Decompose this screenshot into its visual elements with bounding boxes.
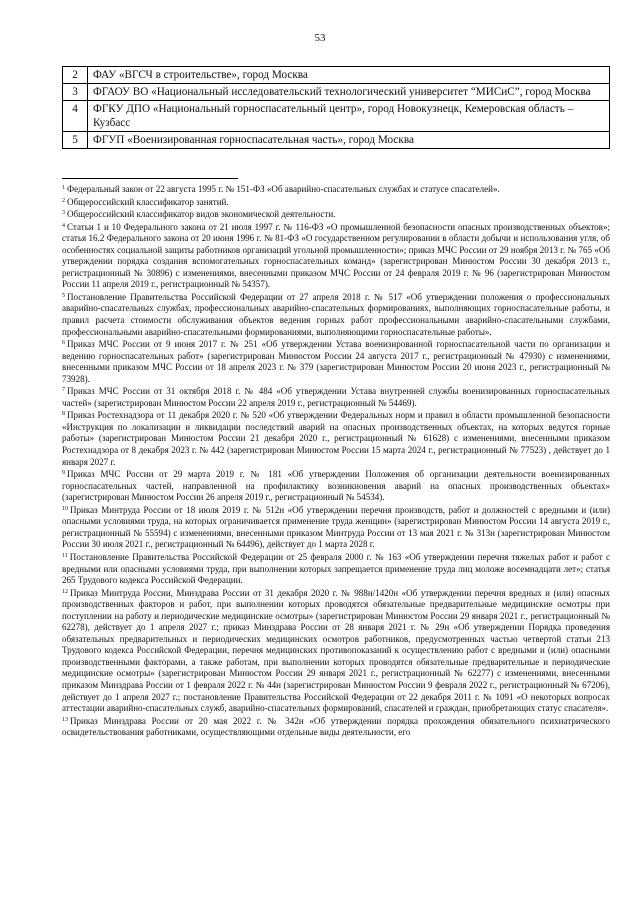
organization-name: ФГУП «Военизированная горноспасательная часть», город Москва xyxy=(88,132,610,149)
footnote-text: Общероссийский классификатор видов экономической деятельности. xyxy=(67,209,336,220)
footnote-separator xyxy=(62,178,238,179)
footnote-number: 9 xyxy=(62,470,65,477)
row-number: 2 xyxy=(63,67,88,84)
footnote-text: Постановление Правительства Российской Федерации от 25 февраля 2000 г. № 163 «Об утверждении перечня тяжелых работ и работ с вредными или опасными условиями труда, при выполнении которых запрещается применение труда лиц моложе восемнадцати лет»; статья 265 Трудового кодекса Российской Федерации. xyxy=(62,551,610,586)
table-row xyxy=(63,101,610,132)
footnote-number: 2 xyxy=(62,197,65,204)
row-number: 3 xyxy=(63,84,88,101)
footnote-text: Приказ МЧС России от 9 июня 2017 г. № 251 «Об утверждении Устава военизированной горноспасательной части по организации и ведению горноспасательных работ» (зарегистрирован Минюстом России 24 августа 2017 г., регистрационный № 47930) с изменениями, внесенными приказом МЧС России от 18 апреля 2023 г. № 379 (зарегистрирован Минюстом России 20 июня 2023 г., регистрационный № 73928). xyxy=(62,339,610,384)
footnote xyxy=(62,587,610,715)
footnote-number: 13 xyxy=(62,716,68,723)
footnote-number: 6 xyxy=(62,340,65,347)
organization-name: ФГКУ ДПО «Национальный горноспасательный центр», город Новокузнецк, Кемеровская область – Кузбасс xyxy=(88,101,610,132)
footnote-text: Приказ Минздрава России от 20 мая 2022 г. № 342н «Об утверждении порядка прохождения обязательного психиатрического освидетельствования работниками, осуществляющими отдельные виды деятельности, его xyxy=(62,715,610,738)
table-row xyxy=(63,67,610,84)
footnote xyxy=(62,409,610,468)
row-number: 4 xyxy=(63,101,88,132)
footnote-number: 11 xyxy=(62,552,68,559)
footnote-number: 4 xyxy=(62,222,65,229)
footnote-text: Приказ Ростехнадзора от 11 декабря 2020 г. № 520 «Об утверждении Федеральных норм и правил в области промышленной безопасности «Инструкция по локализации и ликвидации последствий аварий на опасных производственных объектах, на которых ведутся горные работы» (зарегистрирован Минюстом России 21 декабря 2020 г., регистрационный № 61628) с изменениями, внесенными приказом Ростехнадзора от 8 декабря 2023 г. № 442 (зарегистрирован Минюстом России 15 марта 2024 г., регистрационный № 77523) , действует до 1 января 2027 г. xyxy=(62,410,610,467)
footnote-number: 5 xyxy=(62,292,65,299)
footnote-text: Постановление Правительства Российской Федерации от 27 апреля 2018 г. № 517 «Об утверждении положения о профессиональных аварийно-спасательных службах, профессиональных аварийно-спасательных формированиях, выполняющих горноспасательные работы, и правил расчета стоимости обслуживания объектов ведения горных работ профессиональными аварийно-спасательными службами, профессиональными аварийно-спасательными формированиями, выполняющими горноспасательные работы». xyxy=(62,291,610,337)
footnote-number: 1 xyxy=(62,185,65,191)
table-row xyxy=(63,84,610,101)
footnote-text: Приказ МЧС России от 31 октября 2018 г. № 484 «Об утверждении Устава внутренней службы военизированных горноспасательных частей» (зарегистрирован Минюстом России 22 апреля 2019 г., регистрационный № 54469). xyxy=(62,386,610,408)
footnote xyxy=(62,338,610,385)
footnote-number: 3 xyxy=(62,210,65,217)
footnotes xyxy=(62,183,610,739)
footnote xyxy=(62,551,610,587)
footnote-text: Приказ Минтруда России, Минздрава России от 31 декабря 2020 г. № 988н/1420н «Об утверждении перечня вредных и (или) опасных производственных факторов и работ, при выполнении которых проводятся обязательные предварительные медицинские осмотры при поступлении на работу и периодические медицинские осмотры» (зарегистрирован Минюстом России 29 января 2021 г., регистрационный № 62278), действует до 1 апреля 2027 г.; приказ Минздрава России от 28 января 2021 г. № 29н «Об утверждении Порядка проведения обязательных предварительных и периодических медицинских осмотров работников, предусмотренных частью четвертой статьи 213 Трудового кодекса Российской Федерации, перечня медицинских противопоказаний к осуществлению работ с вредными и (или) опасными производственными факторами, а также работам, при выполнении которых проводятся обязательные предварительные и периодические медицинские осмотры» (зарегистрирован Минюстом России 29 января 2021 г., регистрационный № 62277) с изменениями, внесенными приказом Минздрава России от 1 февраля 2022 г. № 44н (зарегистрирован Минюстом России 9 февраля 2022 г., регистрационный № 67206), действует до 1 апреля 2027 г.; постановление Правительства Российской Федерации от 22 декабря 2011 г. № 1091 «О некоторых вопросах аттестации аварийно-спасательных служб, аварийно-спасательных формирований, спасателей и граждан, приобретающих статус спасателя». xyxy=(62,587,610,714)
organization-name: ФГАОУ ВО «Национальный исследовательский технологический университет “МИСиС”, город Москва xyxy=(88,84,610,101)
row-number: 5 xyxy=(63,132,88,149)
footnote xyxy=(62,504,610,551)
footnote xyxy=(62,221,610,291)
footnote-number: 8 xyxy=(62,411,65,418)
footnote-number: 12 xyxy=(62,588,68,595)
footnote-number: 7 xyxy=(62,387,65,394)
organization-name: ФАУ «ВГСЧ в строительстве», город Москва xyxy=(88,67,610,84)
footnote xyxy=(62,196,610,209)
footnote xyxy=(62,385,610,409)
footnote-text: Федеральный закон от 22 августа 1995 г. № 151-ФЗ «Об аварийно-спасательных службах и статусе спасателей». xyxy=(67,184,500,194)
footnote xyxy=(62,468,610,504)
footnote-number: 10 xyxy=(62,505,68,512)
footnote xyxy=(62,715,610,739)
footnote xyxy=(62,291,610,338)
organizations-table xyxy=(62,66,610,149)
footnote-text: Статьи 1 и 10 Федерального закона от 21 июля 1997 г. № 116-ФЗ «О промышленной безопасности опасных производственных объектов»; статья 16.2 Федерального закона от 20 июня 1996 г. № 81-ФЗ «О государственном регулировании в области добычи и использования угля, об особенностях социальной защиты работников организаций угольной промышленности»; приказ МЧС России от 29 ноября 2013 г. № 765 «Об утверждении порядка создания вспомогательных горноспасательных команд» (зарегистрирован Минюстом России 30 декабря 2013 г., регистрационный № 30896) с изменениями, внесенными приказом МЧС России от 24 февраля 2019 г. № 96 (зарегистрирован Минюстом России 11 апреля 2019 г., регистрационный № 54357). xyxy=(62,221,610,290)
footnote xyxy=(62,208,610,221)
footnote-text: Приказ МЧС России от 29 марта 2019 г. № 181 «Об утверждении Положения об организации деятельности военизированных горноспасательных частей, направленной на профилактику возникновения аварий на опасных производственных объектах» (зарегистрирован Минюстом России 26 апреля 2019 г., регистрационный № 54534). xyxy=(62,469,610,503)
table-row xyxy=(63,132,610,149)
footnote-text: Общероссийский классификатор занятий. xyxy=(67,196,229,207)
footnote xyxy=(62,183,610,196)
page-number: 53 xyxy=(314,32,326,44)
footnote-text: Приказ Минтруда России от 18 июля 2019 г. № 512н «Об утверждении перечня производств, работ и должностей с вредными и (или) опасными условиями труда, на которых ограничивается применение труда женщин» (зарегистрирован Минюстом России 14 августа 2019 г., регистрационный № 55594) с изменениями, внесенными приказом Минтруда России от 13 мая 2021 г. № 313н (зарегистрирован Минюстом России 30 июля 2021 г., регистрационный № 64496), действует до 1 марта 2028 г. xyxy=(62,504,610,550)
